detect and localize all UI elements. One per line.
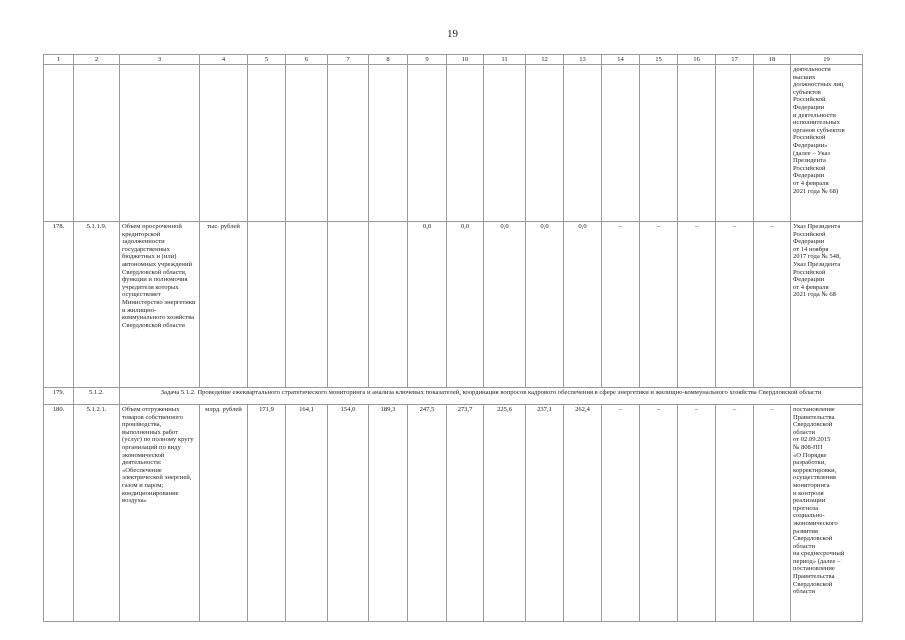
value-cell: – [640, 405, 678, 622]
value-cell [328, 222, 369, 388]
column-number: 18 [754, 55, 791, 65]
value-cell: 262,4 [564, 405, 602, 622]
column-number: 12 [526, 55, 564, 65]
value-cell: – [716, 222, 754, 388]
value-cell [286, 222, 328, 388]
value-cell: 0,0 [564, 222, 602, 388]
value-cell [248, 222, 286, 388]
value-cell: 0,0 [447, 222, 484, 388]
value-cell: – [754, 405, 791, 622]
unit-cell: тыс. рублей [200, 222, 248, 388]
column-number: 2 [74, 55, 120, 65]
value-cell: – [678, 222, 716, 388]
column-number: 1 [44, 55, 74, 65]
column-number: 5 [248, 55, 286, 65]
column-number: 17 [716, 55, 754, 65]
value-cell: 237,1 [526, 405, 564, 622]
column-number: 16 [678, 55, 716, 65]
source-cell: Указ Президента Российской Федерации от 14 ноября 2017 года № 548, Указ Президента Российской Федерации от 4 февраля 2021 года № 68 [791, 222, 863, 388]
column-number: 19 [791, 55, 863, 65]
value-cell: – [754, 222, 791, 388]
column-number: 7 [328, 55, 369, 65]
column-number: 14 [602, 55, 640, 65]
column-number: 13 [564, 55, 602, 65]
indicator-name: Объем просроченной кредиторской задолженности государственных бюджетных и (или) автономных учреждений Свердловской области, функции и полномочия учредителя которых осуществляет Министерство энергетики и жилищно-коммунального хозяйства Свердловской области [120, 222, 200, 388]
value-cell: – [678, 405, 716, 622]
value-cell: 189,3 [369, 405, 408, 622]
column-number: 15 [640, 55, 678, 65]
unit-cell: млрд. рублей [200, 405, 248, 622]
value-cell: 171,9 [248, 405, 286, 622]
value-cell: 0,0 [484, 222, 526, 388]
table-row [44, 405, 863, 622]
column-numbers-row [44, 55, 863, 65]
column-number: 3 [120, 55, 200, 65]
value-cell: – [602, 222, 640, 388]
value-cell: 164,1 [286, 405, 328, 622]
table-row [44, 222, 863, 388]
task-title: Задача 5.1.2. Проведение ежеквартального стратегического мониторинга и анализа ключевых показателей, координация вопросов кадрового обеспечения в сфере энергетики и жилищно-коммунального хозяйства Свердловской области [120, 388, 863, 405]
indicators-table [43, 54, 863, 622]
page-number: 19 [447, 28, 458, 40]
indicator-name: Объем отгруженных товаров собственного производства, выполненных работ (услуг) по полному кругу организаций по виду экономической деятельности: «Обеспечение электрической энергией, газом и паром; кондиционирование воздуха» [120, 405, 200, 622]
value-cell: – [602, 405, 640, 622]
value-cell [369, 222, 408, 388]
row-number: 180. [44, 405, 74, 622]
row-number: 179. [44, 388, 74, 405]
column-number: 10 [447, 55, 484, 65]
task-code: 5.1.2. [74, 388, 120, 405]
source-cell: постановление Правительства Свердловской области от 02.09.2015 № 808-ПП «О Порядке разработки, корректировки, осуществления мониторинга и контроля реализации прогноза социально- экономического развития Свердловской области на среднесрочный период» (далее – постановление Правительства Свердловской области [791, 405, 863, 622]
value-cell: 247,5 [408, 405, 447, 622]
continuation-row [44, 65, 863, 222]
value-cell: 0,0 [408, 222, 447, 388]
value-cell: – [716, 405, 754, 622]
row-number: 178. [44, 222, 74, 388]
value-cell: – [640, 222, 678, 388]
value-cell: 225,6 [484, 405, 526, 622]
value-cell: 0,0 [526, 222, 564, 388]
column-number: 6 [286, 55, 328, 65]
task-row [44, 388, 863, 405]
indicator-code: 5.1.2.1. [74, 405, 120, 622]
column-number: 9 [408, 55, 447, 65]
indicator-code: 5.1.1.9. [74, 222, 120, 388]
source-cell: деятельности высших должностных лиц субъектов Российской Федерации и деятельности исполнительных органов субъектов Российской Федерации» (далее – Указ Президента Российской Федерации от 4 февраля 2021 года № 68) [791, 65, 863, 222]
value-cell: 273,7 [447, 405, 484, 622]
column-number: 4 [200, 55, 248, 65]
column-number: 8 [369, 55, 408, 65]
value-cell: 154,0 [328, 405, 369, 622]
column-number: 11 [484, 55, 526, 65]
